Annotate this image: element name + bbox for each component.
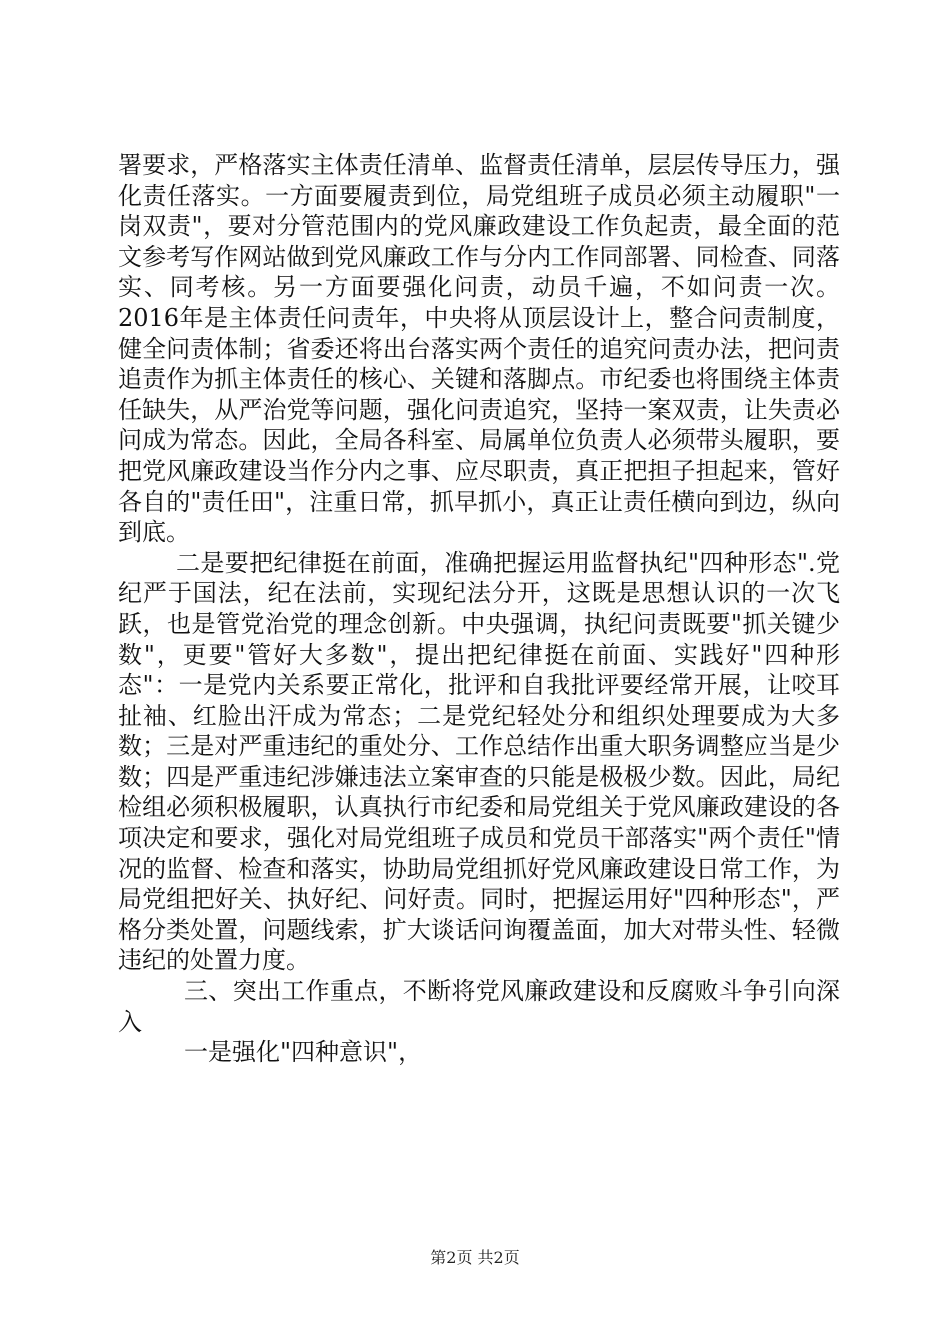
section-heading-three: 三、突出工作重点，不断将党风廉政建设和反腐败斗争引向深入	[118, 977, 840, 1036]
paragraph-discipline: 二是要把纪律挺在前面，准确把握运用监督执纪"四种形态".党纪严于国法，纪在法前，实现纪法分开，这既是思想认识的一次飞跃，也是管党治党的理念创新。中央强调，执纪问责既要"抓关键少数"，更要"管好大多数"，提出把纪律挺在前面、实践好"四种形态"：一是党内关系要正常化，批评和自我批评要经常开展，让咬耳扯袖、红脸出汗成为常态；二是党纪轻处分和组织处理要成为大多数；三是对严重违纪的重处分、工作总结作出重大职务调整应当是少数；四是严重违纪涉嫌违法立案审查的只能是极极少数。因此，局纪检组必须积极履职，认真执行市纪委和局党组关于党风廉政建设的各项决定和要求，强化对局党组班子成员和党员干部落实"两个责任"情况的监督、检查和落实，协助局党组抓好党风廉政建设日常工作，为局党组把好关、执好纪、问好责。同时，把握运用好"四种形态"，严格分类处置，问题线索，扩大谈话问询覆盖面，加大对带头性、轻微违纪的处置力度。	[118, 548, 840, 975]
paragraph-four-awareness: 一是强化"四种意识"，	[184, 1038, 423, 1067]
paragraph-responsibility: 署要求，严格落实主体责任清单、监督责任清单，层层传导压力，强化责任落实。一方面要履责到位，局党组班子成员必须主动履职"一岗双责"，要对分管范围内的党风廉政建设工作负起责，最全面的范文参考写作网站做到党风廉政工作与分内工作同部署、同检查、同落实、同考核。另一方面要强化问责，动员千遍，不如问责一次。2016年是主体责任问责年，中央将从顶层设计上，整合问责制度，健全问责体制；省委还将出台落实两个责任的追究问责办法，把问责追责作为抓主体责任的核心、关键和落脚点。市纪委也将围绕主体责任缺失，从严治党等问题，强化问责追究，坚持一案双责，让失责必问成为常态。因此，全局各科室、局属单位负责人必须带头履职，要把党风廉政建设当作分内之事、应尽职责，真正把担子担起来，管好各自的"责任田"，注重日常，抓早抓小，真正让责任横向到边，纵向到底。	[118, 151, 840, 547]
page-footer: 第2页 共2页	[430, 1248, 520, 1267]
document-body	[118, 150, 840, 1068]
